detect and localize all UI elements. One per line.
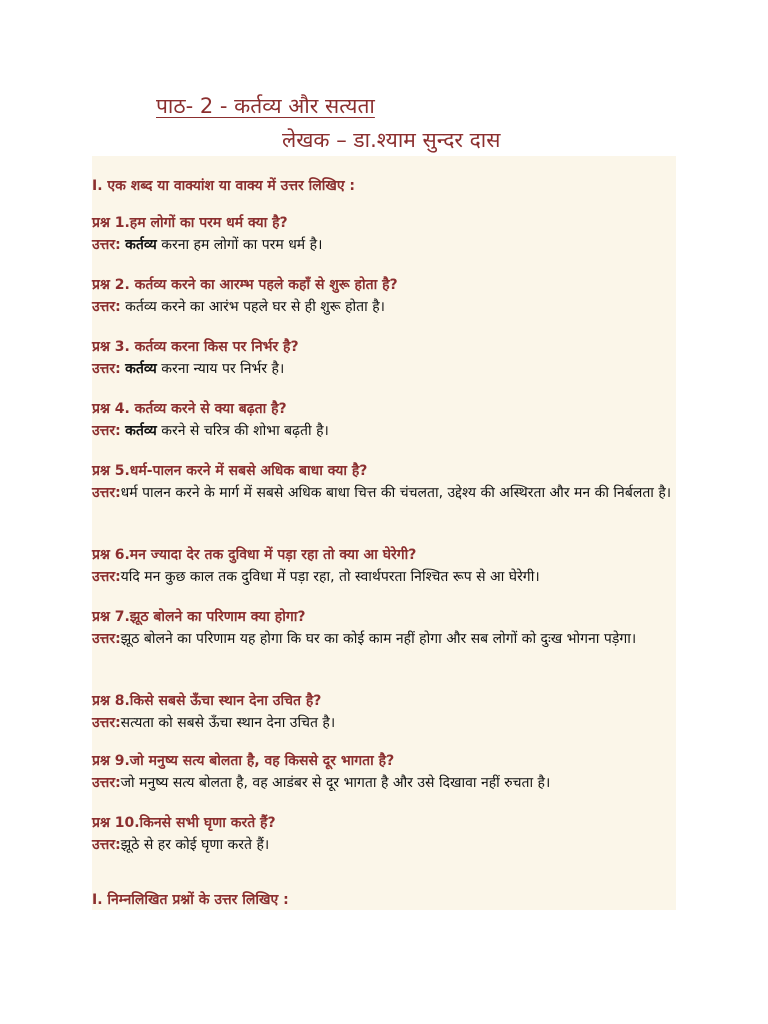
answer-keyword: कर्तव्य bbox=[125, 423, 157, 439]
answer-label: उत्तर: bbox=[92, 485, 121, 501]
answer-2 bbox=[92, 296, 676, 319]
question-6: प्रश्न 6.मन ज्यादा देर तक दुविधा में पड़ा रहा तो क्या आ घेरेगी? bbox=[92, 547, 417, 563]
question-4: प्रश्न 4. कर्तव्य करने से क्या बढ़ता है? bbox=[92, 401, 287, 417]
answer-label: उत्तर: bbox=[92, 775, 121, 791]
qa-item-5 bbox=[92, 460, 676, 505]
qa-item-4 bbox=[92, 398, 676, 443]
answer-keyword: कर्तव्य bbox=[125, 237, 157, 253]
answer-text: यदि मन कुछ काल तक दुविधा में पड़ा रहा, तो स्वार्थपरता निश्चित रूप से आ घेरेगी। bbox=[120, 569, 540, 585]
author-line: लेखक – डा.श्याम सुन्दर दास bbox=[282, 128, 501, 152]
question-2: प्रश्न 2. कर्तव्य करने का आरम्भ पहले कहाँ से शुरू होता है? bbox=[92, 277, 398, 293]
question-10: प्रश्न 10.किनसे सभी घृणा करते हैं? bbox=[92, 815, 276, 831]
answer-label: उत्तर: bbox=[92, 569, 121, 585]
question-9: प्रश्न 9.जो मनुष्य सत्य बोलता है, वह किससे दूर भागता है? bbox=[92, 753, 395, 769]
answer-text: करना हम लोगों का परम धर्म है। bbox=[156, 237, 323, 253]
lesson-title: पाठ- 2 - कर्तव्य और सत्यता bbox=[156, 94, 375, 118]
question-5: प्रश्न 5.धर्म-पालन करने में सबसे अधिक बाधा क्या है? bbox=[92, 463, 368, 479]
content-panel bbox=[92, 156, 676, 910]
qa-item-1 bbox=[92, 212, 676, 257]
section-heading bbox=[92, 890, 676, 909]
answer-8 bbox=[92, 712, 676, 735]
answer-label: उत्तर: bbox=[92, 299, 121, 315]
section-2-heading: I. निम्नलिखित प्रश्नों के उत्तर लिखिए : bbox=[92, 892, 289, 908]
answer-1 bbox=[92, 234, 676, 257]
answer-label: उत्तर: bbox=[92, 631, 121, 647]
answer-text: झूठ बोलने का परिणाम यह होगा कि घर का कोई काम नहीं होगा और सब लोगों को दुःख भोगना पड़ेगा। bbox=[120, 631, 637, 647]
qa-item-6 bbox=[92, 544, 676, 589]
answer-label: उत्तर: bbox=[92, 837, 121, 853]
answer-label: उत्तर: bbox=[92, 715, 121, 731]
answer-label: उत्तर: bbox=[92, 237, 121, 253]
question-1: प्रश्न 1.हम लोगों का परम धर्म क्या है? bbox=[92, 215, 288, 231]
answer-text: सत्यता को सबसे ऊँचा स्थान देना उचित है। bbox=[120, 715, 336, 731]
answer-3 bbox=[92, 358, 676, 381]
answer-label: उत्तर: bbox=[92, 361, 121, 377]
qa-item-3 bbox=[92, 336, 676, 381]
answer-text: झूठे से हर कोई घृणा करते हैं। bbox=[120, 837, 270, 853]
answer-9 bbox=[92, 772, 676, 795]
answer-text: करने से चरित्र की शोभा बढ़ती है। bbox=[156, 423, 329, 439]
question-7: प्रश्न 7.झूठ बोलने का परिणाम क्या होगा? bbox=[92, 609, 306, 625]
qa-item-9 bbox=[92, 750, 676, 795]
qa-item-2 bbox=[92, 274, 676, 319]
question-8: प्रश्न 8.किसे सबसे ऊँचा स्थान देना उचित है? bbox=[92, 693, 322, 709]
section-heading bbox=[92, 176, 676, 195]
qa-item-10 bbox=[92, 812, 676, 857]
qa-item-7 bbox=[92, 606, 676, 651]
answer-7 bbox=[92, 628, 676, 651]
question-3: प्रश्न 3. कर्तव्य करना किस पर निर्भर है? bbox=[92, 339, 299, 355]
answer-text: करना न्याय पर निर्भर है। bbox=[156, 361, 285, 377]
answer-text: जो मनुष्य सत्य बोलता है, वह आडंबर से दूर भागता है और उसे दिखावा नहीं रुचता है। bbox=[120, 775, 551, 791]
section-1-heading: I. एक शब्द या वाक्यांश या वाक्य में उत्तर लिखिए : bbox=[92, 178, 356, 194]
qa-item-8 bbox=[92, 690, 676, 735]
answer-10 bbox=[92, 834, 676, 857]
answer-5 bbox=[92, 482, 676, 505]
answer-text: कर्तव्य करने का आरंभ पहले घर से ही शुरू होता है। bbox=[120, 299, 385, 315]
answer-text: धर्म पालन करने के मार्ग में सबसे अधिक बाधा चित्त की चंचलता, उद्देश्य की अस्थिरता और मन की निर्बलता है। bbox=[120, 485, 672, 501]
answer-6 bbox=[92, 566, 676, 589]
answer-label: उत्तर: bbox=[92, 423, 121, 439]
answer-keyword: कर्तव्य bbox=[125, 361, 157, 377]
answer-4 bbox=[92, 420, 676, 443]
